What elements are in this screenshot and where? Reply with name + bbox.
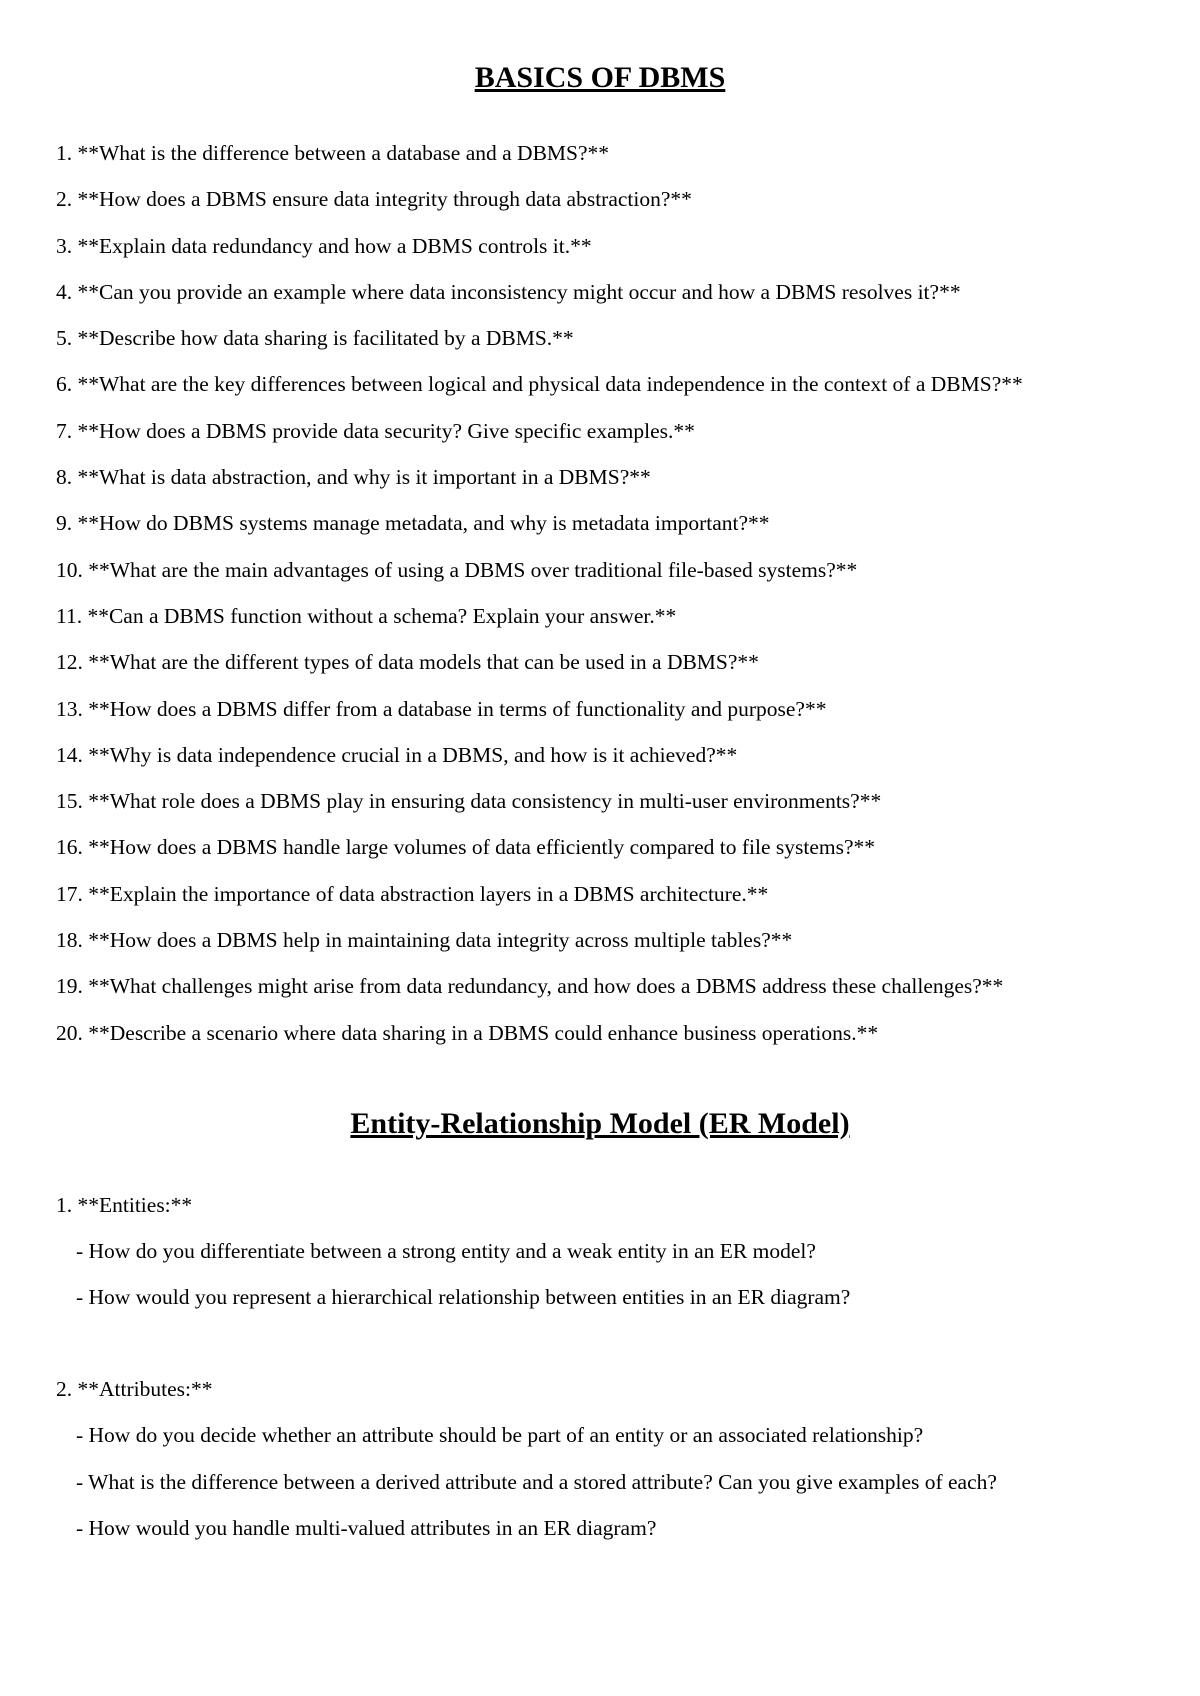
er-sub-question: - How do you decide whether an attribute should be part of an entity or an associated relationship? [76,1423,924,1448]
er-sub-question: - How do you differentiate between a strong entity and a weak entity in an ER model? [76,1238,816,1263]
question-item: 5. **Describe how data sharing is facilitated by a DBMS.** [56,326,574,351]
er-sub-question: - How would you represent a hierarchical relationship between entities in an ER diagram? [76,1284,851,1309]
section-title-er-model: Entity-Relationship Model (ER Model) [350,1106,850,1140]
question-item: 19. **What challenges might arise from data redundancy, and how does a DBMS address these challenges?** [56,974,1004,999]
er-sub-question: - How would you handle multi-valued attributes in an ER diagram? [76,1515,657,1540]
question-item: 4. **Can you provide an example where data inconsistency might occur and how a DBMS resolves it?** [56,279,961,304]
question-item: 20. **Describe a scenario where data sharing in a DBMS could enhance business operations.** [56,1020,879,1045]
question-item: 2. **How does a DBMS ensure data integrity through data abstraction?** [56,187,692,212]
question-item: 15. **What role does a DBMS play in ensuring data consistency in multi-user environments?** [56,789,882,814]
question-item: 9. **How do DBMS systems manage metadata, and why is metadata important?** [56,511,770,536]
question-item: 18. **How does a DBMS help in maintaining data integrity across multiple tables?** [56,928,793,953]
question-item: 3. **Explain data redundancy and how a DBMS controls it.** [56,233,592,258]
question-item: 11. **Can a DBMS function without a schema? Explain your answer.** [56,603,677,628]
section-title-basics-of-dbms: BASICS OF DBMS [474,61,726,94]
question-item: 10. **What are the main advantages of using a DBMS over traditional file-based systems?** [56,557,858,582]
question-item: 16. **How does a DBMS handle large volumes of data efficiently compared to file systems?** [56,835,876,860]
question-item: 7. **How does a DBMS provide data security? Give specific examples.** [56,418,695,443]
question-item: 6. **What are the key differences between logical and physical data independence in the context of a DBMS?** [56,372,1023,397]
question-item: 13. **How does a DBMS differ from a database in terms of functionality and purpose?** [56,696,827,721]
question-item: 1. **What is the difference between a database and a DBMS?** [56,141,610,165]
question-item: 14. **Why is data independence crucial in a DBMS, and how is it achieved?** [56,742,738,767]
er-group-heading-attributes: 2. **Attributes:** [56,1377,213,1402]
er-group-heading-entities: 1. **Entities:** [56,1192,193,1217]
basics-question-list [56,138,1144,1048]
question-item: 8. **What is data abstraction, and why is it important in a DBMS?** [56,465,651,490]
er-sub-question: - What is the difference between a derived attribute and a stored attribute? Can you give examples of each? [76,1469,997,1494]
er-question-list [56,1190,1144,1543]
question-item: 12. **What are the different types of data models that can be used in a DBMS?** [56,650,759,675]
question-item: 17. **Explain the importance of data abstraction layers in a DBMS architecture.** [56,881,769,906]
group-spacer [56,1328,1144,1374]
